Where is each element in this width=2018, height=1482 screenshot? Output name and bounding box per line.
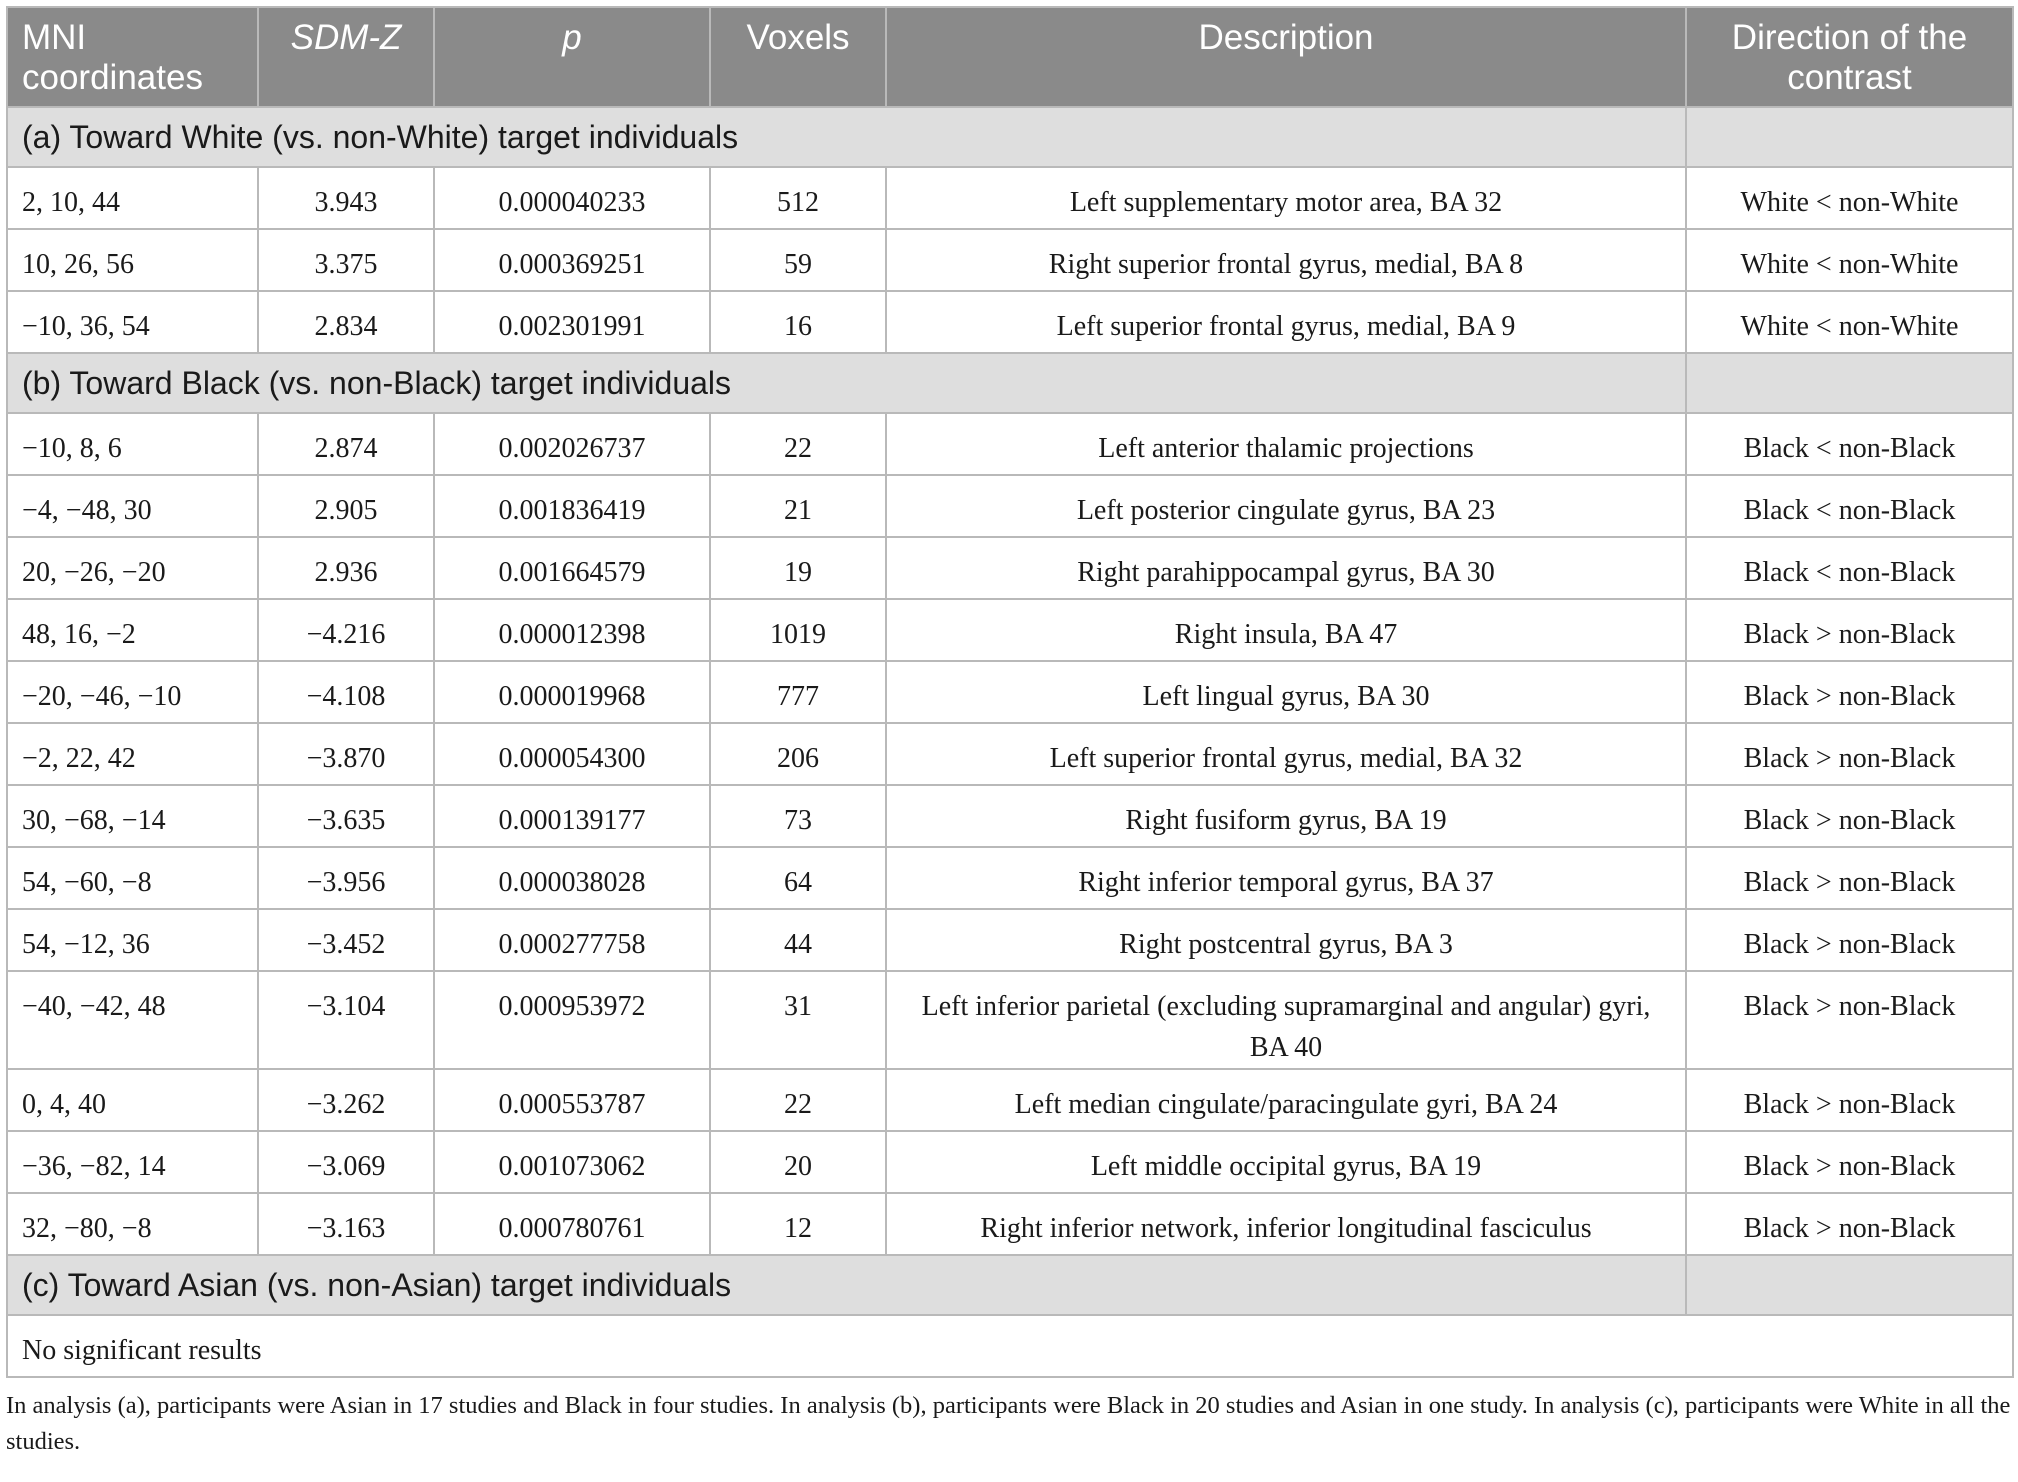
sdm-z-cell: 2.905 — [258, 475, 434, 537]
mni-coordinates-cell: 32, −80, −8 — [7, 1193, 258, 1255]
voxels-cell: 12 — [710, 1193, 886, 1255]
mni-coordinates-cell: 30, −68, −14 — [7, 785, 258, 847]
voxels-cell: 31 — [710, 971, 886, 1069]
table-footnote: In analysis (a), participants were Asian in 17 studies and Black in four studies. In analysis (b), participants were Black in 20 studies and Asian in one study. In analysis (c), participants were White in all the studies. — [6, 1392, 2011, 1455]
table-row — [7, 909, 2013, 971]
direction-cell: Black < non-Black — [1686, 537, 2013, 599]
table-row — [7, 291, 2013, 353]
p-value-cell: 0.001836419 — [434, 475, 710, 537]
p-value-cell: 0.000038028 — [434, 847, 710, 909]
p-value-cell: 0.000953972 — [434, 971, 710, 1069]
p-value-cell: 0.000553787 — [434, 1069, 710, 1131]
section-title-empty — [1686, 107, 2013, 167]
header-sdm-z: SDM-Z — [258, 7, 434, 107]
direction-cell: Black > non-Black — [1686, 599, 2013, 661]
table-row — [7, 599, 2013, 661]
mni-coordinates-cell: 20, −26, −20 — [7, 537, 258, 599]
mni-coordinates-cell: 0, 4, 40 — [7, 1069, 258, 1131]
section-title: (b) Toward Black (vs. non-Black) target individuals — [7, 353, 1686, 413]
p-value-cell: 0.000054300 — [434, 723, 710, 785]
description-cell: Left inferior parietal (excluding supramarginal and angular) gyri, BA 40 — [886, 971, 1686, 1069]
description-cell: Right fusiform gyrus, BA 19 — [886, 785, 1686, 847]
sdm-z-cell: 3.943 — [258, 167, 434, 229]
sdm-z-cell: −4.216 — [258, 599, 434, 661]
sdm-z-cell: −3.104 — [258, 971, 434, 1069]
voxels-cell: 19 — [710, 537, 886, 599]
voxels-cell: 1019 — [710, 599, 886, 661]
header-row — [7, 7, 2013, 107]
description-cell: Right inferior network, inferior longitudinal fasciculus — [886, 1193, 1686, 1255]
description-cell: Left supplementary motor area, BA 32 — [886, 167, 1686, 229]
section-header-row — [7, 1255, 2013, 1315]
table-row — [7, 661, 2013, 723]
header-p: p — [434, 7, 710, 107]
direction-cell: Black > non-Black — [1686, 661, 2013, 723]
sdm-z-cell: −3.069 — [258, 1131, 434, 1193]
direction-cell: Black > non-Black — [1686, 723, 2013, 785]
p-value-cell: 0.000139177 — [434, 785, 710, 847]
p-value-cell: 0.001664579 — [434, 537, 710, 599]
description-cell: Left anterior thalamic projections — [886, 413, 1686, 475]
direction-cell: Black > non-Black — [1686, 1193, 2013, 1255]
direction-cell: Black > non-Black — [1686, 1131, 2013, 1193]
voxels-cell: 206 — [710, 723, 886, 785]
mni-coordinates-cell: 54, −60, −8 — [7, 847, 258, 909]
description-cell: Left median cingulate/paracingulate gyri, BA 24 — [886, 1069, 1686, 1131]
direction-cell: Black < non-Black — [1686, 475, 2013, 537]
direction-cell: White < non-White — [1686, 167, 2013, 229]
description-cell: Left superior frontal gyrus, medial, BA 32 — [886, 723, 1686, 785]
section-header-row — [7, 107, 2013, 167]
results-table — [6, 6, 2014, 1378]
table-row — [7, 475, 2013, 537]
sdm-z-cell: −3.635 — [258, 785, 434, 847]
table-body — [7, 107, 2013, 1377]
mni-coordinates-cell: −2, 22, 42 — [7, 723, 258, 785]
description-cell: Right parahippocampal gyrus, BA 30 — [886, 537, 1686, 599]
mni-coordinates-cell: −4, −48, 30 — [7, 475, 258, 537]
description-cell: Right inferior temporal gyrus, BA 37 — [886, 847, 1686, 909]
mni-coordinates-cell: 48, 16, −2 — [7, 599, 258, 661]
section-title: (a) Toward White (vs. non-White) target individuals — [7, 107, 1686, 167]
mni-coordinates-cell: 2, 10, 44 — [7, 167, 258, 229]
table-row — [7, 229, 2013, 291]
p-value-cell: 0.001073062 — [434, 1131, 710, 1193]
mni-coordinates-cell: −10, 8, 6 — [7, 413, 258, 475]
header-description: Description — [886, 7, 1686, 107]
voxels-cell: 16 — [710, 291, 886, 353]
table-row — [7, 723, 2013, 785]
description-cell: Right insula, BA 47 — [886, 599, 1686, 661]
no-results-text: No significant results — [7, 1315, 2013, 1377]
table-row — [7, 847, 2013, 909]
p-value-cell: 0.000012398 — [434, 599, 710, 661]
direction-cell: Black > non-Black — [1686, 1069, 2013, 1131]
description-cell: Left superior frontal gyrus, medial, BA 9 — [886, 291, 1686, 353]
table-row — [7, 537, 2013, 599]
sdm-z-cell: −3.956 — [258, 847, 434, 909]
voxels-cell: 512 — [710, 167, 886, 229]
mni-coordinates-cell: −10, 36, 54 — [7, 291, 258, 353]
mni-coordinates-cell: −20, −46, −10 — [7, 661, 258, 723]
header-mni-coordinates: MNI coordinates — [7, 7, 258, 107]
sdm-z-cell: 2.936 — [258, 537, 434, 599]
p-value-cell: 0.002301991 — [434, 291, 710, 353]
section-title: (c) Toward Asian (vs. non-Asian) target individuals — [7, 1255, 1686, 1315]
direction-cell: Black > non-Black — [1686, 847, 2013, 909]
voxels-cell: 22 — [710, 1069, 886, 1131]
description-cell: Right superior frontal gyrus, medial, BA 8 — [886, 229, 1686, 291]
voxels-cell: 777 — [710, 661, 886, 723]
table-row — [7, 413, 2013, 475]
description-cell: Left lingual gyrus, BA 30 — [886, 661, 1686, 723]
sdm-z-cell: −3.262 — [258, 1069, 434, 1131]
voxels-cell: 20 — [710, 1131, 886, 1193]
table-container — [6, 6, 2012, 1460]
direction-cell: White < non-White — [1686, 291, 2013, 353]
direction-cell: Black < non-Black — [1686, 413, 2013, 475]
sdm-z-cell: −4.108 — [258, 661, 434, 723]
table-row — [7, 1131, 2013, 1193]
p-value-cell: 0.002026737 — [434, 413, 710, 475]
direction-cell: White < non-White — [1686, 229, 2013, 291]
p-value-cell: 0.000780761 — [434, 1193, 710, 1255]
mni-coordinates-cell: −36, −82, 14 — [7, 1131, 258, 1193]
table-row — [7, 167, 2013, 229]
direction-cell: Black > non-Black — [1686, 909, 2013, 971]
no-results-row — [7, 1315, 2013, 1377]
voxels-cell: 22 — [710, 413, 886, 475]
direction-cell: Black > non-Black — [1686, 971, 2013, 1069]
table-row — [7, 971, 2013, 1069]
p-value-cell: 0.000019968 — [434, 661, 710, 723]
sdm-z-cell: 2.874 — [258, 413, 434, 475]
sdm-z-cell: −3.452 — [258, 909, 434, 971]
section-title-empty — [1686, 353, 2013, 413]
voxels-cell: 73 — [710, 785, 886, 847]
mni-coordinates-cell: −40, −42, 48 — [7, 971, 258, 1069]
mni-coordinates-cell: 54, −12, 36 — [7, 909, 258, 971]
section-header-row — [7, 353, 2013, 413]
description-cell: Right postcentral gyrus, BA 3 — [886, 909, 1686, 971]
voxels-cell: 64 — [710, 847, 886, 909]
table-row — [7, 785, 2013, 847]
p-value-cell: 0.000040233 — [434, 167, 710, 229]
sdm-z-cell: −3.163 — [258, 1193, 434, 1255]
description-cell: Left middle occipital gyrus, BA 19 — [886, 1131, 1686, 1193]
voxels-cell: 44 — [710, 909, 886, 971]
sdm-z-cell: −3.870 — [258, 723, 434, 785]
sdm-z-cell: 2.834 — [258, 291, 434, 353]
table-row — [7, 1069, 2013, 1131]
description-cell: Left posterior cingulate gyrus, BA 23 — [886, 475, 1686, 537]
mni-coordinates-cell: 10, 26, 56 — [7, 229, 258, 291]
direction-cell: Black > non-Black — [1686, 785, 2013, 847]
section-title-empty — [1686, 1255, 2013, 1315]
voxels-cell: 59 — [710, 229, 886, 291]
header-direction: Direction of the contrast — [1686, 7, 2013, 107]
table-row — [7, 1193, 2013, 1255]
p-value-cell: 0.000277758 — [434, 909, 710, 971]
sdm-z-cell: 3.375 — [258, 229, 434, 291]
header-voxels: Voxels — [710, 7, 886, 107]
voxels-cell: 21 — [710, 475, 886, 537]
p-value-cell: 0.000369251 — [434, 229, 710, 291]
